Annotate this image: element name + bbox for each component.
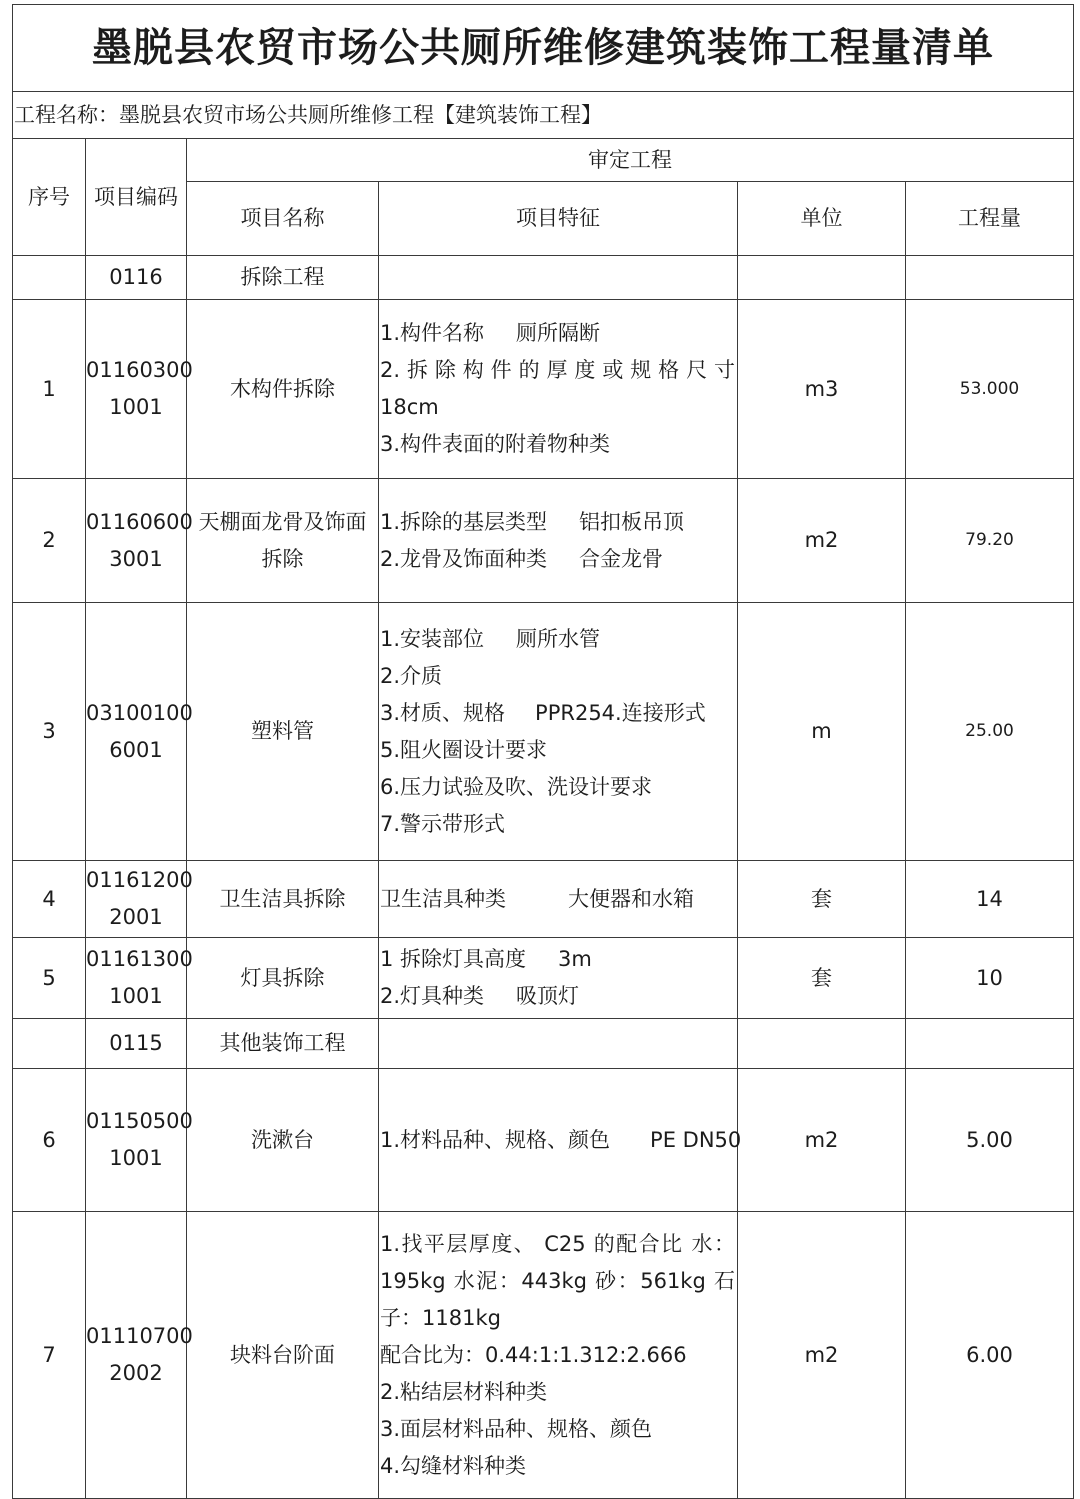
section-code: 0116: [86, 256, 187, 300]
feature-text: 铝扣板吊顶: [579, 509, 685, 534]
header-name: 项目名称: [187, 182, 379, 256]
row-name: 洗漱台: [187, 1069, 379, 1212]
feature-line: 6.压力试验及吹、洗设计要求: [380, 774, 653, 799]
row-unit: 套: [738, 861, 906, 938]
row-quantity: 53.000: [906, 300, 1074, 479]
feature-line: [380, 695, 735, 732]
row-code: [86, 479, 193, 603]
row-quantity: 6.00: [906, 1212, 1074, 1499]
header-unit: 单位: [738, 182, 906, 256]
feature-text: 1 拆除灯具高度: [380, 947, 527, 971]
feature-line: [380, 315, 735, 352]
feature-text: 卫生洁具种类: [380, 886, 506, 911]
row-code-part: 01160300: [86, 358, 193, 382]
header-code: 项目编码: [86, 139, 187, 256]
row-unit: m2: [738, 1212, 906, 1499]
project-name: [13, 92, 1074, 139]
row-name-part: 拆除: [261, 546, 304, 571]
section-name: 其他装饰工程: [187, 1019, 379, 1069]
feature-text: 2.龙骨及饰面种类: [380, 546, 548, 571]
row-seq: 3: [13, 603, 86, 861]
feature-line: 1.找平层厚度、 C25 的配合比 水：: [380, 1231, 735, 1256]
feature-text: 3m: [558, 947, 592, 971]
row-features: [379, 479, 738, 603]
feature-line: [380, 621, 735, 658]
row-features: [379, 938, 738, 1019]
header-feature: 项目特征: [379, 182, 738, 256]
row-code-part: 1001: [109, 984, 163, 1008]
feature-line: 子：1181kg: [380, 1305, 501, 1330]
feature-line: 2.粘结层材料种类: [380, 1379, 548, 1404]
row-seq: 6: [13, 1069, 86, 1212]
feature-line: 4.勾缝材料种类: [380, 1453, 527, 1478]
feature-line: 195kg 水泥：443kg 砂：561kg 石: [380, 1268, 735, 1293]
quantity-sheet: [12, 4, 1073, 1499]
row-code-part: 01150500: [86, 1109, 193, 1133]
row-code-part: 2001: [109, 905, 163, 929]
table-row: [13, 603, 1074, 861]
section-code: 0115: [86, 1019, 187, 1069]
row-code-part: 01161300: [86, 947, 193, 971]
feature-text: 大便器和水箱: [568, 886, 694, 911]
row-unit: m2: [738, 479, 906, 603]
row-name: 卫生洁具拆除: [187, 861, 379, 938]
row-code-part: 03100100: [86, 700, 193, 725]
feature-text: 1.构件名称: [380, 321, 485, 345]
feature-line: 2.介质: [380, 663, 443, 688]
table-row: [13, 1212, 1074, 1499]
row-name-part: 天棚面龙骨及饰面: [198, 509, 367, 534]
row-code: [86, 938, 193, 1019]
section-row-other: [13, 1019, 1074, 1069]
feature-text: 厕所水管: [516, 626, 601, 651]
row-code-part: 2002: [109, 1361, 163, 1385]
row-features: [379, 861, 738, 938]
row-seq: 7: [13, 1212, 86, 1499]
table-row: [13, 300, 1074, 479]
row-code-part: 3001: [109, 546, 163, 571]
section-seq: [13, 256, 86, 300]
feature-line: [380, 978, 735, 1015]
project-label: 工程名称：: [14, 103, 119, 127]
row-code-part: 01161200: [86, 868, 193, 892]
feature-line: [380, 941, 735, 978]
row-quantity: 79.20: [906, 479, 1074, 603]
row-code: [86, 1212, 193, 1499]
row-seq: 1: [13, 300, 86, 479]
row-quantity: 14: [906, 861, 1074, 938]
project-value: 墨脱县农贸市场公共厕所维修工程【建筑装饰工程】: [119, 103, 602, 127]
section-name: 拆除工程: [187, 256, 379, 300]
row-unit: m2: [738, 1069, 906, 1212]
row-name: 塑料管: [187, 603, 379, 861]
feature-text: 2.灯具种类: [380, 984, 485, 1008]
feature-line: 3.面层材料品种、规格、颜色: [380, 1416, 653, 1441]
row-unit: 套: [738, 938, 906, 1019]
row-seq: 4: [13, 861, 86, 938]
header-row-1: [13, 139, 1074, 182]
feature-text: PE DN50: [650, 1127, 742, 1152]
row-seq: 5: [13, 938, 86, 1019]
feature-line: [380, 541, 735, 578]
table-row: [13, 1069, 1074, 1212]
header-seq: 序号: [13, 139, 86, 256]
row-code-part: 1001: [109, 1146, 163, 1170]
table-row: [13, 938, 1074, 1019]
feature-line: [380, 1122, 742, 1159]
header-quantity: 工程量: [906, 182, 1074, 256]
quantity-table: [12, 4, 1074, 1499]
header-group: 审定工程: [187, 139, 1074, 182]
feature-text: 1.材料品种、规格、颜色: [380, 1127, 611, 1152]
row-features: [379, 603, 738, 861]
row-quantity: 25.00: [906, 603, 1074, 861]
document-title: 墨脱县农贸市场公共厕所维修建筑装饰工程量清单: [13, 5, 1074, 92]
row-code-part: 1001: [109, 395, 163, 419]
row-features: [379, 1212, 738, 1499]
section-seq: [13, 1019, 86, 1069]
row-code: [86, 300, 193, 479]
row-code-part: 6001: [109, 737, 163, 762]
feature-line: [380, 504, 735, 541]
row-name: 块料台阶面: [187, 1212, 379, 1499]
feature-text: 厕所隔断: [516, 321, 601, 345]
row-code-part: 01110700: [86, 1324, 193, 1348]
row-code: [86, 861, 193, 938]
row-features: [379, 1069, 742, 1212]
row-features: [379, 300, 738, 479]
feature-line: 7.警示带形式: [380, 811, 506, 836]
row-name: [187, 479, 379, 603]
row-code-part: 01160600: [86, 509, 193, 534]
feature-line: 18cm: [380, 395, 439, 419]
feature-line: [380, 881, 735, 918]
row-name: 灯具拆除: [187, 938, 379, 1019]
feature-line: 2.拆除构件的厚度或规格尺寸: [380, 358, 735, 382]
table-row: [13, 861, 1074, 938]
feature-text: 1.安装部位: [380, 626, 485, 651]
row-quantity: 5.00: [906, 1069, 1074, 1212]
feature-text: PPR254.连接形式: [535, 700, 706, 725]
section-row-demolition: [13, 256, 1074, 300]
row-seq: 2: [13, 479, 86, 603]
row-name: 木构件拆除: [187, 300, 379, 479]
row-code: [86, 603, 193, 861]
feature-text: 吸顶灯: [516, 984, 580, 1008]
table-row: [13, 479, 1074, 603]
row-code: [86, 1069, 193, 1212]
row-unit: m: [738, 603, 906, 861]
row-quantity: 10: [906, 938, 1074, 1019]
row-unit: m3: [738, 300, 906, 479]
feature-text: 1.拆除的基层类型: [380, 509, 548, 534]
feature-line: 配合比为：0.44:1:1.312:2.666: [380, 1342, 687, 1367]
feature-text: 3.材质、规格: [380, 700, 506, 725]
title-row: [13, 5, 1074, 92]
feature-line: 5.阻火圈设计要求: [380, 737, 548, 762]
project-row: [13, 92, 1074, 139]
feature-text: 合金龙骨: [579, 546, 664, 571]
feature-line: 3.构件表面的附着物种类: [380, 432, 611, 456]
